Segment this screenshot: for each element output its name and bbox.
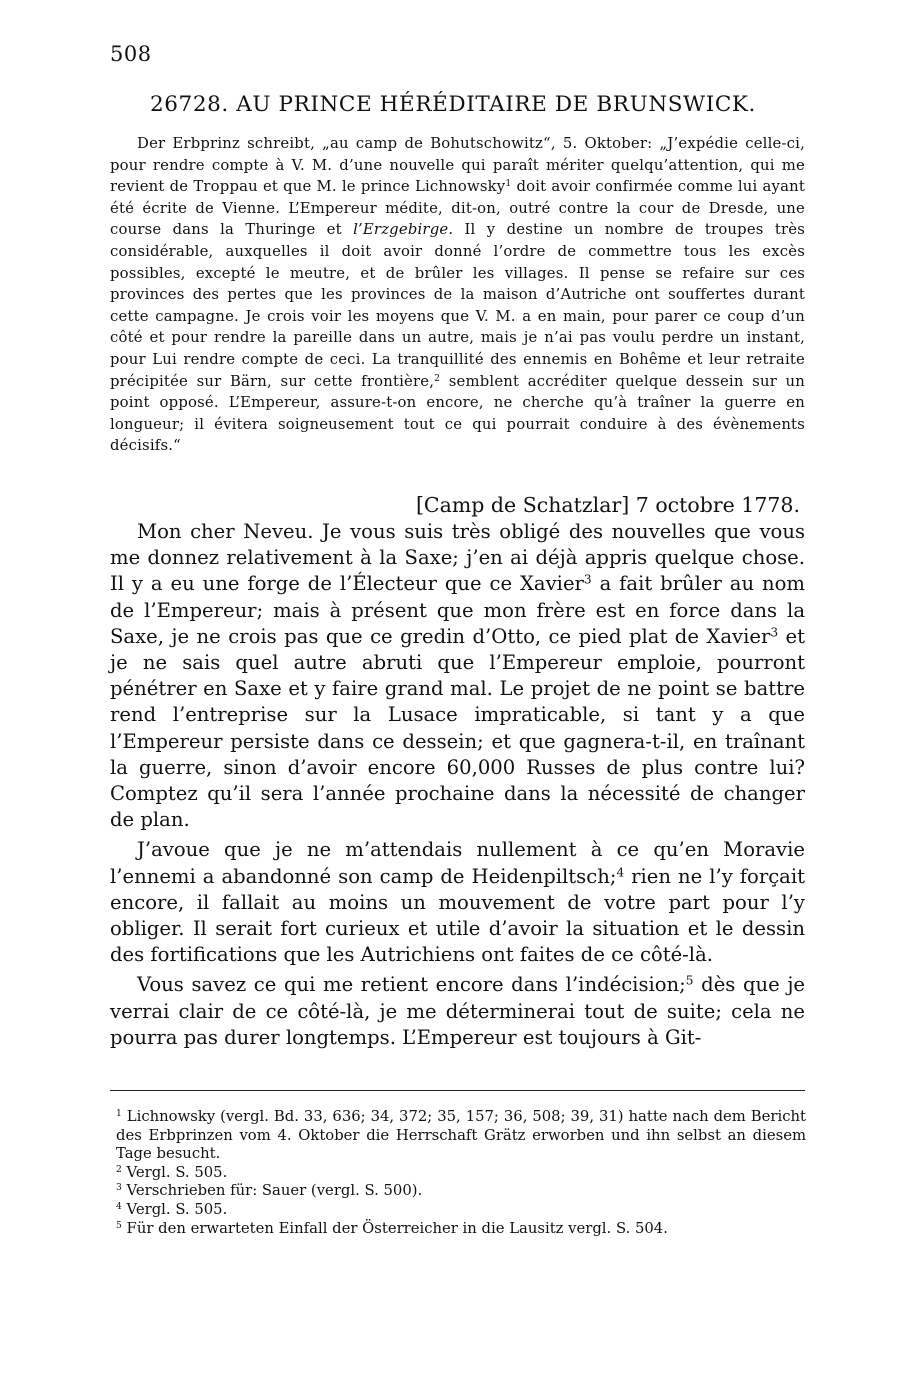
body-text: rien ne l’y forçait encore, il fallait au moins un mouvement de votre part pour l’y obliger. Il serait fort curieux et utile d’avoir la situation et le dessin des fortifications que les Autrichiens ont faites de ce côté-là. [110, 864, 806, 967]
footnote-number: 5 [116, 1219, 122, 1231]
footnote [116, 1182, 806, 1201]
footnote-text: Für den erwarteten Einfall der Österreicher in die Lausitz vergl. S. 504. [126, 1219, 668, 1237]
body-text: Vous savez ce qui me retient encore dans l’indécision; [137, 973, 686, 997]
footnote [116, 1108, 806, 1164]
footnote-marker: 2 [434, 372, 441, 384]
footnote-marker: 3 [583, 572, 592, 587]
footnote-text: Verschrieben für: Sauer (vergl. S. 500). [126, 1182, 423, 1200]
footnote-marker: 5 [685, 973, 694, 988]
body-text: J’avoue que je ne m’attendais nullement à ce qu’en Moravie l’ennemi a abandonné son camp de Heidenpiltsch; [110, 838, 805, 888]
intro-text: Der Erbprinz schreibt, „au camp de Bohutschowitz“, 5. Oktober: „J’expédie celle-ci, pour rendre compte à V. M. d’une nouvelle qui paraît mériter quelqu’attention, qui me revient de Troppau et que M. le prince Lichnowsky [110, 135, 805, 196]
footnote-number: 2 [116, 1163, 122, 1175]
letter-body [110, 519, 805, 1055]
body-paragraph [110, 972, 805, 1051]
body-text: dès que je verrai clair de ce côté-là, je me déterminerai tout de suite; cela ne pourra pas durer longtemps. L’Empereur est toujours à Git- [110, 973, 806, 1049]
intro-text: semblent accréditer quelque dessein sur un point opposé. L’Empereur, assure-t-on encore, ne cherche qu’à traîner la guerre en longueur; il évitera soigneusement tout ce qui pourrait conduire à des évènements décisifs.“ [110, 372, 806, 455]
intro-paragraph [110, 133, 805, 457]
footnote [116, 1220, 806, 1239]
footnote-text: Vergl. S. 505. [126, 1163, 228, 1181]
footnote-marker: 4 [616, 864, 625, 879]
dateline: [Camp de Schatzlar] 7 octobre 1778. [415, 493, 800, 517]
body-paragraph [110, 837, 805, 968]
footnote-marker: 3 [770, 625, 779, 640]
footnotes [116, 1108, 806, 1238]
footnote-number: 1 [116, 1107, 122, 1119]
footnote [116, 1164, 806, 1183]
footnote [116, 1201, 806, 1220]
body-text: a fait brûler au nom de l’Empereur; mais à présent que mon frère est en force dans la Saxe, je ne crois pas que ce gredin d’Otto, ce pied plat de Xavier [110, 572, 805, 648]
body-text: Mon cher Neveu. Je vous suis très obligé des nouvelles que vous me donnez relativement à la Saxe; j’en ai déjà appris quelque chose. Il y a eu une forge de l’Électeur que ce Xavier [110, 520, 805, 596]
page-number: 508 [110, 42, 152, 66]
body-paragraph [110, 519, 805, 833]
footnote-text: Vergl. S. 505. [126, 1200, 228, 1218]
intro-text: Il y destine un nombre de troupes très considérable, auxquelles il doit avoir donné l’ordre de commettre tous les excès possibles, excepté le meutre, et de brûler les villages. Il pense se refaire sur ces provinces des pertes que les provinces de la maison d’Autriche ont souffertes durant cette campagne. Je crois voir les moyens que V. M. a en main, pour parer ce coup d’un côté et pour rendre la pareille dans un autre, mais je n’ai pas voulu perdre un instant, pour Lui rendre compte de ceci. La tranquillité des ennemis en Bohême et leur retraite précipitée sur Bärn, sur cette frontière, [110, 221, 806, 390]
footnote-number: 4 [116, 1200, 122, 1212]
body-text: et je ne sais quel autre abruti que l’Empereur emploie, pourront pénétrer en Saxe et y faire grand mal. Le projet de ne point se battre rend l’entreprise sur la Lusace impraticable, si tant y a que l’Empereur persiste dans ce dessein; et que gagnera-t-il, en traînant la guerre, sinon d’avoir encore 60,000 Russes de plus contre lui? Comptez qu’il sera l’année prochaine dans la nécessité de changer de plan. [110, 624, 806, 832]
footnote-text: Lichnowsky (vergl. Bd. 33, 636; 34, 372; 35, 157; 36, 508; 39, 31) hatte nach dem Bericht des Erbprinzen vom 4. Oktober die Herrschaft Grätz erworben und ihn selbst an diesem Tage besucht. [116, 1108, 806, 1163]
intro-italic-text: l’Erzgebirge. [353, 221, 454, 239]
intro-text: doit avoir confirmée comme lui ayant été écrite de Vienne. L’Empereur médite, dit-on, outré contre la cour de Dresde, une course dans la Thuringe et [110, 178, 805, 239]
footnote-number: 3 [116, 1182, 122, 1194]
letter-heading: 26728. AU PRINCE HÉRÉDITAIRE DE BRUNSWICK. [150, 92, 756, 117]
footnote-divider [110, 1090, 805, 1091]
footnote-marker: 1 [505, 178, 512, 190]
